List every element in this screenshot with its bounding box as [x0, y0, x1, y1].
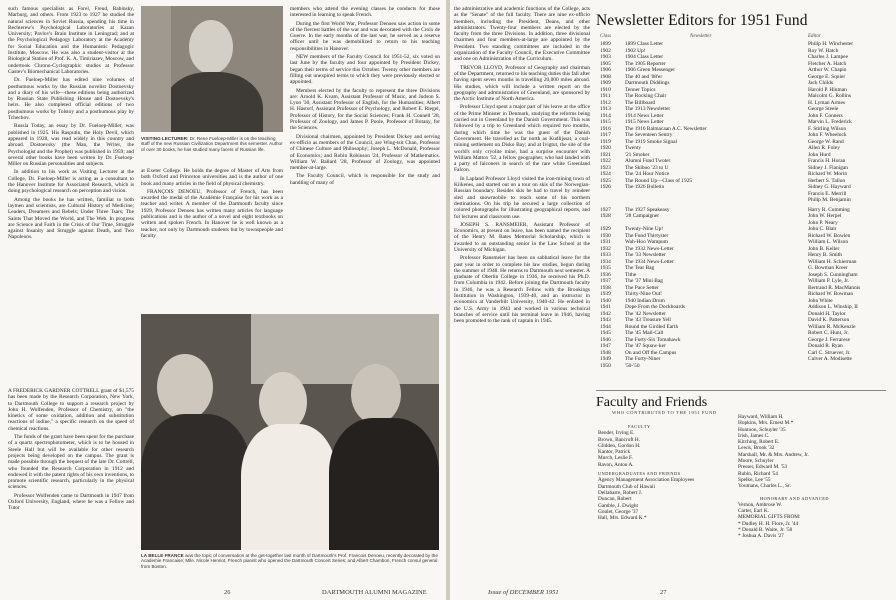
article-paragraph: Members elected by the faculty to represent the three Divisions are: Arnold K. Kvam, Assistant Professor of Music, and Judson S. Lyon '30, Assistant Professor of English, for the Humanities; Albert H. Hastorf, Assistant Professor of Psychology, and Robert E. Riegel, Professor of History, for the Social Sciences; Frank H. Connell '28, Professor of Zoology, and James P. Poole, Professor of Botany, for the Sciences. [290, 87, 440, 132]
fund-row-editor: Henry B. Smith [808, 252, 842, 258]
faculty-friends-subtitle: WHO CONTRIBUTED TO THE 1951 FUND [612, 410, 717, 415]
fund-row-editor: George W. Rand [808, 138, 844, 145]
fund-row-class: 1915 [600, 119, 611, 125]
faculty-list [598, 430, 694, 468]
fund-row-newsletter: The Fund Thirtyster [625, 232, 669, 239]
fund-row-newsletter: Tithe [625, 271, 637, 278]
article-paragraph: TREVOR LLOYD, Professor of Geography and chairman of the Department, returned to his teaching duties this fall after having spent seven months in travelling 20,000 miles abroad. His studies, which will include a written report on the geography and administration of Greenland, are sponsored by the Arctic Institute of North America. [454, 64, 590, 103]
column-header-editor: Editor [808, 34, 821, 39]
faculty-list-column-1 [598, 421, 694, 521]
fund-row-class: 1925 [600, 177, 611, 184]
fund-row-class: 1928 [600, 213, 611, 219]
article-paragraph: at Exeter College. He holds the degree of Master of Arts from both Oxford and Princeton universities and is the author of one book and many articles in the field of physical chemistry. [141, 168, 283, 187]
fund-row-editor: Jack Childs [808, 80, 834, 86]
fund-row-class: 1945 [600, 330, 611, 336]
fund-row-editor: Harold P. Hinman [808, 86, 847, 93]
fund-row-newsletter: The 1932 News-Letter [625, 245, 674, 252]
contributor-name: Presser, Edward M. '53 [738, 464, 788, 471]
fund-row-newsletter: The 1916 Balmacaan A.C. Newsletter [625, 125, 707, 132]
undergraduates-heading: UNDERGRADUATES AND FRIENDS [598, 471, 681, 477]
fund-row-newsletter: '50-'50 [625, 362, 640, 369]
article-paragraph: The Faculty Council, which is responsible for the study and handling of many of [290, 173, 440, 186]
fund-row-newsletter: On and Off the Campus [625, 349, 677, 356]
fund-row-class: 1948 [600, 349, 611, 356]
fund-row-newsletter: The '24 Hour Notice [625, 171, 670, 177]
fund-row-class: 1909 [600, 80, 611, 86]
fund-row-editor: John B. Keller [808, 245, 840, 252]
fund-row-newsletter: 1940 Indian Drum [625, 297, 665, 304]
article-paragraph: Professor Wolfenden came to Dartmouth in 1947 from Oxford University, England, where he was a Fellow and Tutor [8, 492, 134, 512]
fund-row-newsletter: 1914 News Letter [625, 112, 664, 119]
section-divider [596, 390, 886, 391]
fund-row-newsletter: The 1905 Reporter [625, 60, 666, 67]
fund-row-editor: John P. Neary [808, 219, 838, 226]
fund-row-class: 1899 [600, 41, 611, 47]
contributor-name: MEMORIAL GIFTS FROM: [738, 514, 801, 521]
contributor-name: Hayward, William H. [738, 414, 784, 420]
column-header-newsletter: Newsletter [690, 34, 712, 39]
fund-row-newsletter: Dartmouth Diddings [625, 80, 670, 86]
contributor-name: Rubin, Richard '54 [738, 470, 778, 477]
portrait-photo-fuelop-miller [141, 6, 283, 132]
fund-row-newsletter: The 1919 Smoke Signal [625, 138, 677, 145]
fund-row-newsletter: The Round Up—Class of 1925 [625, 177, 693, 184]
fund-row-class: 1926 [600, 184, 611, 190]
fund-row-editor: Francis H. Horan [808, 158, 846, 164]
fund-row-class: 1910 [600, 86, 611, 93]
contributor-name: Bender, Irving E. [598, 430, 635, 437]
fund-row-class: 1946 [600, 336, 611, 343]
article-paragraph: Dr. Fuelоep-Miller has edited nine volumes of posthumous works by the Russian novelist Dostoevsky and a diary of his wife—these editions being authorized by Russian State Publishing House and Dostoevsky's heirs. He also completed official editions of two posthumous works by Tolstoy and a posthumous play by Tchechov. [8, 77, 134, 122]
left-column-1 [8, 6, 134, 386]
article-paragraph: the administrative and academic functions of the College, acts as the "Senate" of the full faculty. There are nine ex-officio members, including the President, Deans, and other administrators. Twenty-four members are elected by the faculty from the three Divisions. In addition, three divisional chairmen and four members-at-large are appointed by the President. Two standing committees are included in the organization of the Faculty Council, the Executive Committee and one on Administration of the Curriculum. [454, 6, 590, 63]
fund-row-newsletter: Round the Girdled Earth [625, 323, 679, 330]
fund-row-editor: John F. Conners [808, 112, 843, 119]
fund-row-editor: Marvin L. Frederick [808, 119, 852, 125]
fund-row-class: 1947 [600, 343, 611, 349]
honorary-list [738, 502, 829, 540]
fund-row-newsletter: The 1913 Newsletter [625, 106, 671, 112]
fund-row-class: 1923 [600, 164, 611, 171]
article-paragraph: Russia Today, an essay by Dr. Fuelоep-Miller, was published in 1925. His Rasputin, the Holy Devil, which appeared in 1928, was read widely in this country and abroad. Dostoevsky (the Man, the Writer, the Psychologist and the Prophet) was published in 1959; and several other books have been written by Dr. Fuelоep-Miller on Russian personalities and subjects. [8, 123, 134, 168]
photo-caption [141, 553, 439, 569]
fund-row-editor: John Hurd [808, 151, 831, 158]
article-paragraph: Professor Lloyd spent a major part of his leave at the office of the Prime Minister in Denmark, studying the reforms being carried out in Greenland by the Danish Government. This was followed by a trip to Greenland which required two months, during which time he was the guest of the Danish Government. He travelled as far north as Kudlijssat, a coal-mining settlement on Disko Bay; and at Ivigtut, the site of the world's only cryolite mine, had a surprise encounter with William Mattox '52, a fellow geographer, who had landed with a party of falconers in search of the rare white Greenland Falcon. [454, 104, 590, 174]
fund-row-editor: Herbert S. Tallon [808, 177, 846, 184]
contributor-name: Hopkins, Mrs. Ernest M.* [738, 420, 794, 427]
fund-row-class: 1921 [600, 151, 611, 158]
fund-row-class: 1913 [600, 106, 611, 112]
fund-row-editor: Donald H. Taylor [808, 310, 846, 317]
fund-row-class: 1930 [600, 232, 611, 239]
fund-row-editor: John C. Blair [808, 226, 837, 232]
column-header-class: Class [600, 34, 612, 39]
article-paragraph: JOSEPH S. RANSMEIER, Assistant Professor of Economics, at present on leave, has been named the recipient of the Henry M. Bates Memorial Scholarship, which is awarded to an outstanding senior in the Law School at the University of Michigan. [454, 221, 590, 253]
contributor-name: * Dudley H. H. Flore, Jr. '44 [738, 520, 799, 527]
article-paragraph: In addition to his work as Visiting Lecturer at the College, Dr. Fuelоep-Miller is acting as a consultant to the Hanover Institute for Associated Research, which is doing psychological research on perception and vision. [8, 169, 134, 195]
faculty-heading: FACULTY [628, 424, 651, 429]
fund-row-class: 1939 [600, 291, 611, 297]
fund-row-class: 1949 [600, 356, 611, 362]
fund-row-editor: Harry R. Cumming [808, 206, 850, 213]
honorary-heading: HONORARY AND ADVANCED [760, 495, 829, 501]
fund-row-class: 1911 [600, 93, 611, 99]
article-paragraph: members who attend the evening classes he conducts for those interested in learning to speak French. [290, 6, 440, 19]
fund-row-editor: Sidney G. Hayward [808, 184, 851, 190]
fund-row-editor: G. Bowman Kreer [808, 265, 848, 271]
fund-row-class: 1937 [600, 278, 611, 284]
fund-row-newsletter: 1904 Class Letter [625, 54, 664, 60]
fund-row-newsletter: The '43 Treasure Yell [625, 317, 671, 323]
fund-row-class: 1902 [600, 47, 611, 54]
fund-row-newsletter: The Skiboo '23 to U [625, 164, 669, 171]
fund-row-class: 1936 [600, 271, 611, 278]
caption-label: VISITING LECTURER: [141, 136, 189, 141]
fund-row-newsletter: 1906 Green Messenger [625, 67, 675, 73]
contributor-name: Huntoon, Schuyler '35 [738, 426, 786, 433]
fund-row-editor: Carl C. Struever, Jr. [808, 349, 851, 356]
fund-row-editor: Francis E. Merrill [808, 190, 847, 197]
article-paragraph: Divisional chairmen, appointed by President Dickey and serving ex-officio as members of the Council, are Wing-tsit Chan, Professor of Chinese Culture and Philosophy; Joseph L. McDonald, Professor of Economics; and Robin Robinson '24, Professor of Mathematics. William W. Ballard '28, Professor of Zoology, was appointed member-at-large. [290, 133, 440, 172]
fund-row-editor: William H. Schierman [808, 258, 857, 265]
fund-row-editor: John W. Herpel [808, 213, 842, 219]
contributor-name: Marshall, Mr. & Mrs. Andrew, Jr. [738, 451, 809, 458]
fund-row-editor: William P. Lyle, Jr. [808, 278, 850, 284]
fund-row-newsletter: Alumni Fund Twoter [625, 158, 671, 164]
fund-row-editor: Addison L. Winship, II [808, 304, 858, 310]
fund-row-newsletter: The 1934 News-Letter [625, 258, 674, 265]
left-column-3 [290, 6, 440, 306]
article-paragraph: NEW members of the Faculty Council for 1951-52, six voted on last June by the faculty and four appointed by President Dickey, began their terms of service this October. Twenty other members are filling out unexpired terms to which they were previously elected or appointed. [290, 54, 440, 86]
fund-row-newsletter: Thirty-Nine Out! [625, 291, 662, 297]
fund-row-editor: Allen R. Foley [808, 145, 840, 151]
fund-row-newsletter: The Billboard [625, 99, 656, 106]
fund-row-class: 1919 [600, 138, 611, 145]
fund-row-class: 1933 [600, 252, 611, 258]
fund-row-editor: Arthur W. Chapin [808, 67, 847, 73]
fund-row-class: 1931 [600, 239, 611, 245]
contributor-name: Hall, Mrs. Edward K.* [598, 515, 647, 522]
contributor-name: Brown, Bancroft H. [598, 436, 641, 443]
contributor-name: * Joshua A. Davis '27 [738, 533, 784, 540]
fund-row-editor: Philip H. Winchester [808, 41, 854, 47]
article-paragraph: A FREDERICK GARDNER COTTRELL grant of $1,575 has been made by the Research Corporation, New York, to Dartmouth College to support a research project by John H. Wolfenden, Professor of Chemistry, on "the kinetics of some oxidation, addition and substitution reactions of iodine," a specific research on the speed of chemical reactions. [8, 388, 134, 432]
fund-row-class: 1944 [600, 323, 611, 330]
contributor-name: Dellabarre, Robert J. [598, 489, 643, 496]
fund-row-newsletter: 1899 Class Letter [625, 41, 664, 47]
fund-row-class: 1932 [600, 245, 611, 252]
article-paragraph: FRANÇOIS DENOEU, Professor of French, has been awarded the medal of the Académie Française for his work as a teacher and writer. A member of the Dartmouth faculty since 1929, Professor Denoeu has written many articles for language publications and is the author of a novel and eight textbooks on written and spoken French. In Hanover he is well known as a teacher, not only by Dartmouth students but by townspeople and faculty [141, 188, 283, 239]
fund-row-editor: H. Lyman Armes [808, 99, 845, 106]
fund-row-newsletter: The Rocking Chair [625, 93, 667, 99]
contributor-name: Moore, Schuyler [738, 458, 774, 465]
contributor-name: Kitching, Robert E. [738, 439, 780, 446]
fund-row-class: 1935 [600, 265, 611, 271]
caption-text: was the topic of conversation at the get-together last month of Dartmouth's Prof. Francois Denoeu, recently decorated by the Academie Francaise; Mlle. Nicole Henriot, French pianist who opened the Dartmouth Concert Series; and Albert Chambon, French consul general from Boston. [141, 553, 438, 569]
fund-row-newsletter: 1902 Up! [625, 47, 646, 54]
fund-row-class: 1929 [600, 226, 611, 232]
fund-row-class: 1943 [600, 317, 611, 323]
fund-row-newsletter: The Forty-Six Tomahawk [625, 336, 681, 343]
left-column-2 [141, 168, 283, 306]
fund-row-class: 1938 [600, 284, 611, 291]
fund-row-newsletter: The '33 Newsletter [625, 252, 666, 258]
fund-row-newsletter: 1915 News Letter [625, 119, 664, 125]
photo-caption [141, 136, 283, 152]
fund-row-editor: Richard W. Bowman [808, 291, 854, 297]
article-paragraph: Among the books he has written, familiar to both laymen and scientists, are Cultural History of Medicine; Leaders, Dreamers and Rebels; Under Three Tsars; The Saints That Moved the World, and The Web. In progress are Science and Faith in the Crisis of Our Time, Struggle against Insanity and Struggle against Death, and Two Napoleons. [8, 196, 134, 241]
page-number-left: 26 [224, 589, 231, 596]
fund-row-editor: F. Stirling Wilson [808, 125, 847, 132]
fund-row-class: 1917 [600, 132, 611, 138]
fund-row-newsletter: The Forty-Niner [625, 356, 661, 362]
fund-row-editor: Richard W. Bowlen [808, 232, 851, 239]
fund-row-editor: Bertrand R. MacMannis [808, 284, 861, 291]
fund-row-newsletter: The Pace Setter [625, 284, 659, 291]
contributor-name: Irish, James C. [738, 432, 770, 439]
fund-row-newsletter: The '47 Squaw-ker [625, 343, 666, 349]
fund-row-editor: Charles J. Lampee [808, 54, 848, 60]
fund-row-class: 1950 [600, 362, 611, 369]
contributor-name: Spelke, Lee '55 [738, 476, 771, 483]
contributor-name: Vernon, Ambrose W. [738, 501, 783, 508]
contributor-name: Duncan, Robert [598, 496, 632, 503]
contributor-name: Lewis, Brook '32 [738, 445, 775, 452]
fund-row-class: 1927 [600, 206, 611, 213]
fund-row-editor: Donald R. Ryan [808, 343, 843, 349]
fund-row-newsletter: Twenty [625, 145, 642, 151]
friends-list [598, 477, 694, 521]
fund-row-class: 1942 [600, 310, 611, 317]
fund-row-newsletter: The Seventeen Sentry [625, 132, 673, 138]
left-column-1-lower [8, 388, 134, 584]
magazine-name-footer: DARTMOUTH ALUMNI MAGAZINE [322, 589, 427, 596]
fund-row-newsletter: The 1926 Bulletin [625, 184, 665, 190]
fund-row-class: 1908 [600, 73, 611, 80]
fund-row-newsletter: The 1927 Speakeasy [625, 206, 670, 213]
contributor-name: Gamble, J. Dwight [598, 502, 639, 509]
fund-row-editor: Sidney J. Flanigan [808, 164, 848, 171]
contributor-name: Agency Management Association Employees [598, 477, 695, 484]
fund-row-class: 1905 [600, 60, 611, 67]
fund-row-editor: Joseph S. Cunningham [808, 271, 858, 278]
faculty-list-column-2 [738, 414, 829, 540]
fund-row-editor: William L. Wilson [808, 239, 849, 245]
fund-row-editor: John White [808, 297, 833, 304]
fund-row-editor: David K. Patterson [808, 317, 850, 323]
contributor-name: Glidden, Gordon H. [598, 442, 641, 449]
fund-row-class: 1941 [600, 304, 611, 310]
group-photo-la-belle-france [141, 314, 439, 550]
fund-row-newsletter: Tenner Topics [625, 86, 656, 93]
article-paragraph: The funds of the grant have been spent for the purchase of a quartz spectrophotometer, which is to be housed in Steele Hall but will be available for other research projects being developed on the campus. The grant is made possible through the bequest of the late Dr. Cottrell, who founded the Research Corporation in 1912 and endowed it with the patent rights of his own inventions, to promote scientific research, particularly in the physical sciences. [8, 434, 134, 491]
fund-row-class: 1916 [600, 125, 611, 132]
fund-row-editor: Robert C. Hunt, Jr. [808, 330, 849, 336]
fund-row-newsletter: Twenty-Nine Up! [625, 226, 664, 232]
fund-row-editor: Philip M. Benjamin [808, 197, 851, 203]
fund-row-editor: Roy W. Hatch [808, 47, 839, 54]
fund-row-class: 1920 [600, 145, 611, 151]
fund-row-newsletter: '28 Campaigner [625, 213, 660, 219]
contributor-name: Ravon, Anton A. [598, 461, 634, 468]
article-paragraph: In Lapland Professor Lloyd visited the iron-mining town of Kiikenes, and started out on a tour on skis of the Norwegian-Russian boundary. Besides skis he had to travel by reindeer sled and snowmobile to reach some of his northern destinations. On his trip he secured a large collection of colored photographs for illustrating geographical reports, and for lectures and classroom use. [454, 175, 590, 220]
contributor-name: Carter, Earl K. [738, 508, 769, 515]
article-paragraph: such famous specialists as Forel, Freud, Babinsky, Marburg, and others. From 1923 to 1927 he studied the natural sciences in Soviet Russia, spending his time in Bechterew's Psychological Laboratories at Kazan University; Pavlov's Brain Institute in Leningrad; and at the Psychological Pedagogy Laboratory at the Academy for Social Education and the Humanistic Pedagogic Institute, Moscow. He was also a student-visitor at the Biological Station of Prof. K. A. Timiriazev, Moscow, and undertook Chrono-Cyclographic studies at Professor Gastev's Biomechanical Laboratories. [8, 6, 134, 75]
contributor-name: Murch, Leslie F. [598, 455, 633, 462]
fund-row-newsletter: The 40 and '08'er [625, 73, 663, 80]
fund-row-newsletter: The '37 Mini Bag [625, 278, 663, 284]
contributor-name: * Donald B. Waite, Jr. '50 [738, 527, 793, 534]
fund-row-class: 1914 [600, 112, 611, 119]
fund-row-class: 1912 [600, 99, 611, 106]
fund-row-editor: Culver A. Modisette [808, 356, 852, 362]
fund-row-newsletter: Dope From the Dockboards [625, 304, 686, 310]
contributors-list [738, 414, 829, 490]
page-number-right: 27 [660, 589, 667, 596]
fund-row-class: 1934 [600, 258, 611, 265]
fund-row-editor: George E. Squier [808, 73, 846, 80]
issue-date-footer: Issue of DECEMBER 1951 [488, 589, 559, 596]
contributor-name: Goulet, George '37 [598, 508, 639, 515]
fund-row-class: 1940 [600, 297, 611, 304]
fund-row-newsletter: Wah-Hoo Wampum [625, 239, 668, 245]
fund-row-class: 1906 [600, 67, 611, 73]
fund-row-editor: William R. McKenzie [808, 323, 856, 330]
article-paragraph: During the first World War, Professor Denoeu saw action in some of the fiercest battles of the war and was decorated with the Croix de Guerre. In the early months of the last war, he served as a reserve officer until he was demobilized to return to his teaching responsibilities in Hanover. [290, 20, 440, 52]
right-column-1 [454, 6, 590, 584]
article-paragraph: Professor Ransmeier has been on sabbatical leave for the past year in order to complete his law studies, begun during the summer of 1948. He returns to Dartmouth next semester. A graduate of Oberlin College in 1936, he received his Ph.D. from Columbia in 1942. Before joining the Dartmouth faculty in 1946, he was a Research Fellow with the Brookings Institution in Washington, 1939-40, and an instructor in economics at Vanderbilt University, 1940-42. He enlisted in the U.S. Army in 1943 and worked in various technical branches of service until his terminal leave in 1946, having been promoted to the rank of captain in 1945. [454, 255, 590, 325]
fund-row-class: 1922 [600, 158, 611, 164]
fund-row-class: 1924 [600, 171, 611, 177]
contributor-name: Kantor, Patrick [598, 449, 631, 456]
fund-row-newsletter: '21 Smoker [625, 151, 650, 158]
fund-row-editor: Richard W. Morin [808, 171, 848, 177]
fund-row-editor: George Steele [808, 106, 839, 112]
fund-row-editor: Fletcher A. Hatch [808, 60, 847, 67]
fund-row-newsletter: The Tear Bag [625, 265, 655, 271]
caption-text: Dr. Rene Fuelоep-Miller is on the teaching staff of the new Russian Civilization Department this semester. Author of over 30 books, he has studied many facets of Russian life. [141, 136, 283, 152]
fund-row-newsletter: The '45 Mail-Call [625, 330, 664, 336]
fund-row-editor: George J. Ferrarese [808, 336, 850, 343]
contributor-name: Youmans, Charles L., Sr. [738, 483, 791, 490]
fund-row-editor: John F. Wheelock [808, 132, 847, 138]
fund-row-newsletter: The '42 Newsletter [625, 310, 666, 317]
newsletter-editors-title: Newsletter Editors for 1951 Fund [596, 12, 808, 29]
faculty-friends-title: Faculty and Friends [596, 395, 708, 410]
contributor-name: Dartmouth Club of Hawaii [598, 483, 655, 490]
fund-row-editor: Malcolm G. Rollins [808, 93, 851, 99]
caption-label: LA BELLE FRANCE [141, 553, 184, 558]
fund-row-class: 1903 [600, 54, 611, 60]
